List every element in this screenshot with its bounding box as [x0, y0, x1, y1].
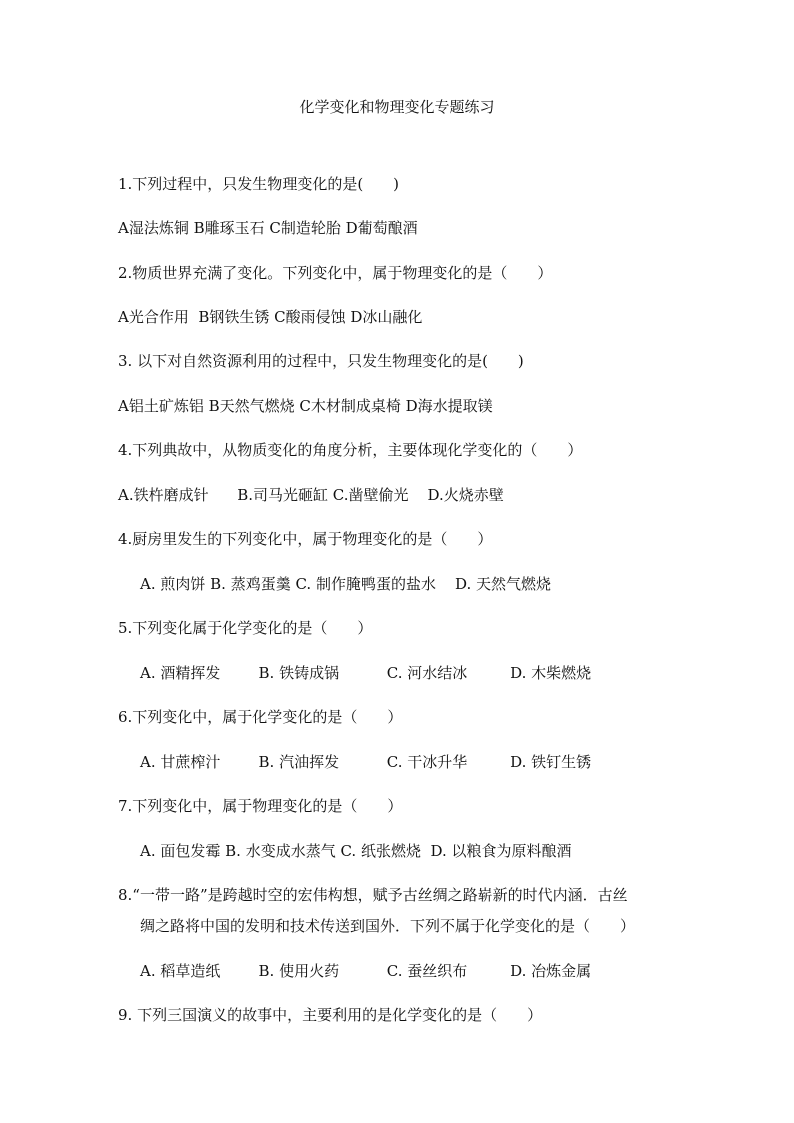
question-1-options: A湿法炼铜 B雕琢玉石 C制造轮胎 D葡萄酿酒: [118, 219, 418, 237]
question-3-options: A铝土矿炼铝 B天然气燃烧 C木材制成桌椅 D海水提取镁: [118, 397, 493, 415]
question-2-options: A光合作用 B钢铁生锈 C酸雨侵蚀 D冰山融化: [118, 308, 423, 326]
question-8-options: A. 稻草造纸 B. 使用火药 C. 蚕丝织布 D. 冶炼金属: [140, 962, 592, 980]
question-4b-options: A. 煎肉饼 B. 蒸鸡蛋羹 C. 制作腌鸭蛋的盐水 D. 天然气燃烧: [140, 575, 552, 593]
question-8-line-2: 绸之路将中国的发明和技术传送到国外．下列不属于化学变化的是（ ）: [140, 917, 636, 935]
document-title: 化学变化和物理变化专题练习: [299, 98, 495, 116]
question-2: 2.物质世界充满了变化。下列变化中，属于物理变化的是（ ）: [118, 264, 553, 282]
question-3: 3. 以下对自然资源利用的过程中，只发生物理变化的是( ): [118, 352, 524, 370]
question-4b: 4.厨房里发生的下列变化中，属于物理变化的是（ ）: [118, 530, 493, 548]
question-8-line-1: 8.“一带一路”是跨越时空的宏伟构想，赋予古丝绸之路崭新的时代内涵．古丝: [118, 886, 628, 904]
question-5-options: A. 酒精挥发 B. 铁铸成锅 C. 河水结冰 D. 木柴燃烧: [140, 664, 592, 682]
question-6-options: A. 甘蔗榨汁 B. 汽油挥发 C. 干冰升华 D. 铁钉生锈: [140, 753, 592, 771]
question-7: 7.下列变化中，属于物理变化的是（ ）: [118, 797, 403, 815]
question-4a: 4.下列典故中，从物质变化的角度分析，主要体现化学变化的（ ）: [118, 441, 583, 459]
question-9: 9. 下列三国演义的故事中，主要利用的是化学变化的是（ ）: [118, 1006, 543, 1024]
question-6: 6.下列变化中，属于化学变化的是（ ）: [118, 708, 403, 726]
question-5: 5.下列变化属于化学变化的是（ ）: [118, 619, 373, 637]
question-4a-options: A.铁杵磨成针 B.司马光砸缸 C.凿壁偷光 D.火烧赤壁: [118, 486, 504, 504]
question-1: 1.下列过程中，只发生物理变化的是( ): [118, 175, 400, 193]
question-7-options: A. 面包发霉 B. 水变成水蒸气 C. 纸张燃烧 D. 以粮食为原料酿酒: [140, 842, 572, 860]
